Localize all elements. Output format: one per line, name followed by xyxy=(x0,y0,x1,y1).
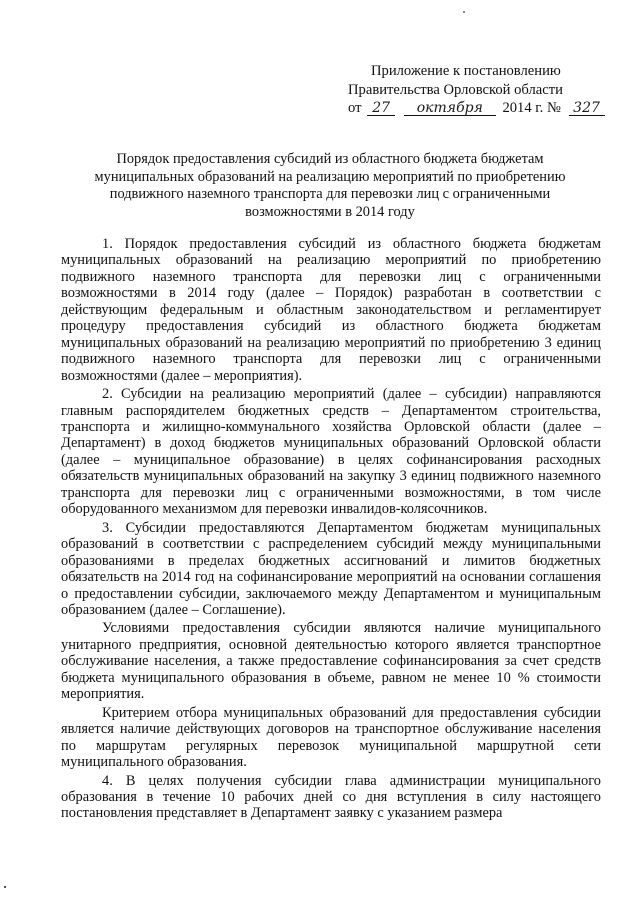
paragraph-criteria: Критерием отбора муниципальных образований для предоставления субсидии является наличие действующих договоров на транспортное обслуживание населения по маршрутам регулярных перевозок муниципальной маршрутной сети муниципального образования. xyxy=(61,704,601,771)
paragraph-2: 2. Субсидии на реализацию мероприятий (далее – субсидии) направляются главным распорядителем бюджетных средств – Департаментом строительства, транспорта и жилищно-коммунального хозяйства Орловской области (далее – Департамент) в доход бюджетов муниципальных образований Орловской области (далее – муниципальное образование) в целях софинансирования расходных обязательств муниципальных образований на закупку 3 единиц подвижного наземного транспорта для перевозки лиц с ограниченными возможностями, в том числе оборудованного механизмом для перевозки инвалидов-колясочников. xyxy=(61,386,601,518)
appendix-line-1: Приложение к постановлению xyxy=(371,63,561,79)
scan-speck xyxy=(4,886,6,888)
handwritten-month: октября xyxy=(404,101,496,116)
title-line-3: подвижного наземного транспорта для перевозки лиц с ограниченными xyxy=(109,186,551,203)
handwritten-day: 27 xyxy=(367,101,395,116)
title-line-2: муниципальных образований на реализацию мероприятий по приобретению xyxy=(94,168,566,185)
title-line-4: возможностями в 2014 году xyxy=(245,203,415,220)
appendix-date-line xyxy=(348,99,598,118)
paragraph-conditions: Условиями предоставления субсидии являются наличие муниципального унитарного предприятия, основной деятельностью которого является транспортное обслуживание населения, а также предоставление софинансирования за счет средств бюджета муниципального образования в объеме, равном не менее 10 % стоимости мероприятия. xyxy=(61,620,601,703)
document-body xyxy=(61,236,601,824)
from-label: от xyxy=(348,100,362,116)
handwritten-number: 327 xyxy=(569,101,605,116)
appendix-line-2: Правительства Орловской области xyxy=(348,81,563,98)
paragraph-1: 1. Порядок предоставления субсидий из областного бюджета бюджетам муниципальных образований на реализацию мероприятий по приобретению подвижного наземного транспорта для перевозки лиц с ограниченными возможностями в 2014 году (далее – Порядок) разработан в соответствии с действующим федеральным и областным законодательством и регламентирует процедуру предоставления субсидий из областного бюджета бюджетам муниципальных образований на реализацию мероприятий по приобретению 3 единиц подвижного наземного транспорта для перевозки лиц с ограниченными возможностями (далее – мероприятия). xyxy=(61,236,601,384)
title-line-1: Порядок предоставления субсидий из областного бюджета бюджетам xyxy=(116,151,544,167)
paragraph-4: 4. В целях получения субсидии глава администрации муниципального образования в течение 10 рабочих дней со дня вступления в силу настоящего постановления представляет в Департамент заявку с указанием размера xyxy=(61,772,601,822)
scan-speck xyxy=(463,11,465,13)
number-label: № xyxy=(546,100,561,116)
paragraph-3: 3. Субсидии предоставляются Департаментом бюджетам муниципальных образований в соответствии с распределением субсидий между муниципальными образованиями в пределах бюджетных ассигнований и лимитов бюджетных обязательств на 2014 год на софинансирование мероприятий на основании соглашения о предоставлении субсидии, заключаемого между Департаментом и муниципальным образованием (далее – Соглашение). xyxy=(61,519,601,618)
document-title xyxy=(60,151,600,221)
year-text: 2014 г. xyxy=(502,100,544,116)
appendix-header xyxy=(348,62,598,118)
